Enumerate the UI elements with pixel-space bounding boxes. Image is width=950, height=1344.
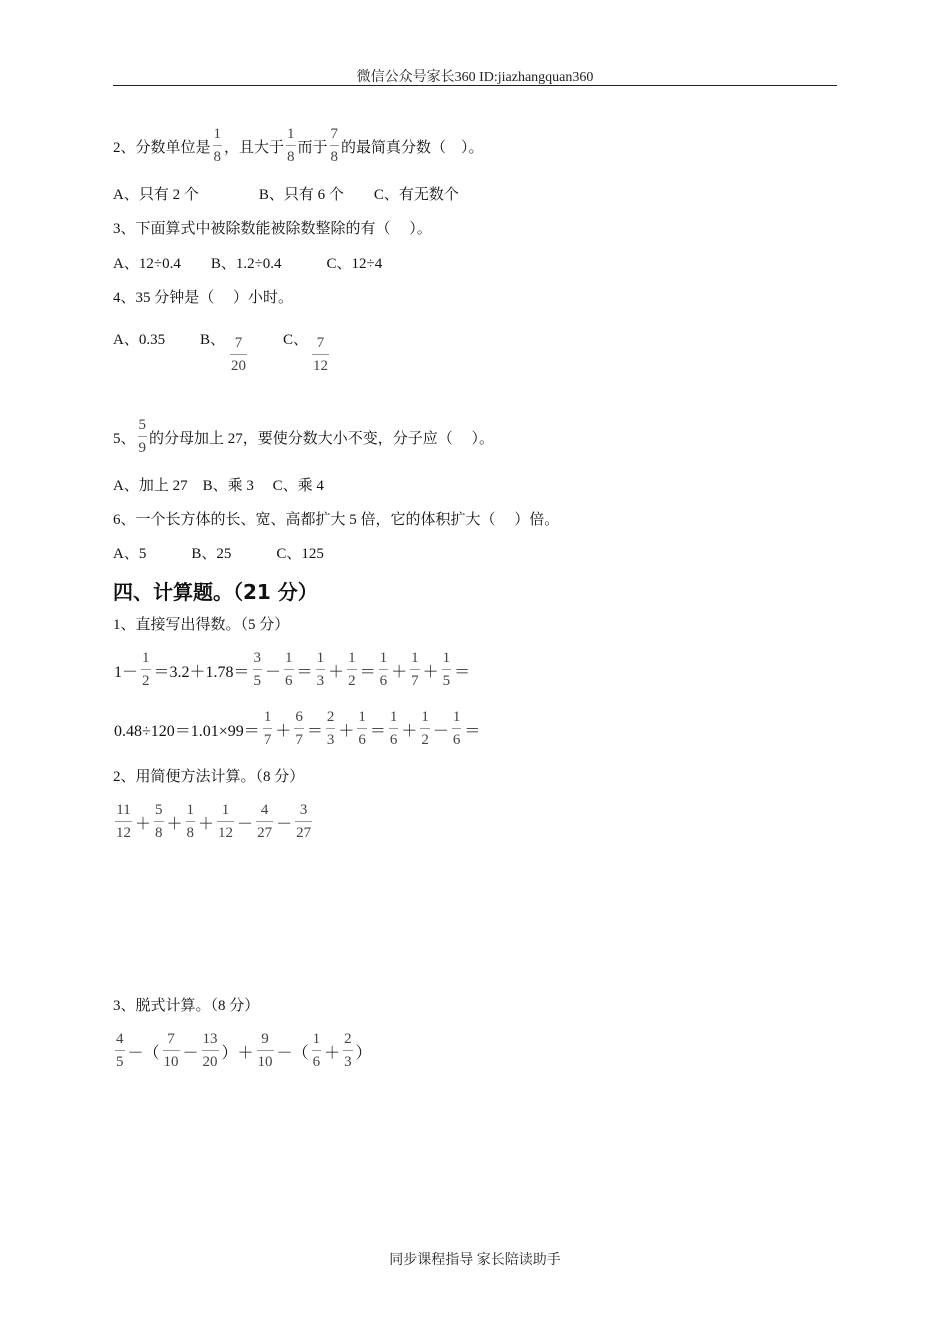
numerator: 1 [358,709,366,725]
numerator: 1 [452,709,461,725]
denominator: 6 [389,732,398,748]
denominator: 8 [213,149,222,165]
fraction [115,1032,125,1070]
q2-fraction-2 [286,127,296,165]
fraction [420,710,430,748]
operator: ＋ [324,1044,341,1062]
operator: ＋ [422,663,439,681]
numerator: 5 [155,802,163,818]
operator: ＝ [454,663,471,681]
numerator: 1 [442,650,451,666]
q2-prefix: 2、分数单位是 [113,139,211,156]
numerator: 6 [295,709,303,725]
q4-option-a: A、0.35 [113,332,166,348]
fraction [379,651,389,689]
numerator: 4 [116,1031,124,1047]
denominator: 3 [344,1054,352,1070]
q5-suffix: 的分母加上 27，要使分数大小不变，分子应（ ）。 [149,430,495,447]
numerator: 5 [138,417,147,433]
numerator: 1 [142,650,150,666]
fraction [163,1032,180,1070]
numerator: 1 [348,650,356,666]
numerator: 3 [299,802,308,818]
denominator: 27 [296,825,312,841]
calc1-row-2 [113,709,481,749]
operator: ＝ [296,663,313,681]
denominator: 2 [421,732,429,748]
denominator: 20 [202,1054,218,1070]
operator: ＝ [369,722,386,740]
fraction [186,803,196,841]
operator: ）＋ [221,1044,254,1062]
expression-text: 0.48÷120＝1.01×99＝ [114,722,260,740]
page-header: 微信公众号家长360 ID:jiazhangquan360 [356,70,594,85]
fraction [217,803,234,841]
q2-mid-1: ，且大于 [224,139,285,156]
q5-fraction [138,418,148,456]
denominator: 6 [285,673,293,689]
numerator: 7 [167,1031,175,1047]
q2-options: A、只有 2 个 B、只有 6 个 C、有无数个 [113,187,459,203]
q5-options: A、加上 27 B、乘 3 C、乘 4 [113,478,324,494]
calc2-expression [113,802,314,842]
fraction [295,803,312,841]
denominator: 5 [116,1054,124,1070]
denominator: 3 [326,732,335,748]
question-5 [113,417,494,457]
denominator: 2 [348,673,356,689]
operator: － [276,815,293,833]
calc2-title: 2、用简便方法计算。（8 分） [113,769,305,785]
denominator: 6 [452,732,461,748]
numerator: 1 [421,709,429,725]
q6-options: A、5 B、25 C、125 [113,546,324,562]
operator: ＝ [359,663,376,681]
numerator: 3 [253,650,262,666]
denominator: 2 [142,673,150,689]
fraction [154,803,164,841]
denominator: 6 [312,1054,321,1070]
q2-suffix: 的最简真分数（ ）。 [341,139,484,156]
q3-options: A、12÷0.4 B、1.2÷0.4 C、12÷4 [113,256,383,272]
denominator: 6 [358,732,366,748]
fraction [410,651,420,689]
denominator: 5 [442,673,451,689]
fraction [263,710,273,748]
q4-option-c-fraction [310,336,331,374]
expression-text: ＝3.2＋1.78＝ [153,663,250,681]
numerator: 1 [379,650,388,666]
page-footer: 同步课程指导 家长陪读助手 [389,1253,561,1268]
numerator: 2 [344,1031,352,1047]
denominator: 8 [155,825,163,841]
numerator: 1 [186,802,195,818]
operator: －（ [276,1044,309,1062]
operator: ＋ [166,815,183,833]
fraction [256,803,273,841]
header-rule [113,85,837,86]
denominator: 10 [163,1054,179,1070]
q5-prefix: 5、 [113,430,136,447]
calc3-expression [113,1031,373,1071]
numerator: 13 [202,1031,218,1047]
fraction [316,651,326,689]
operator: ＋ [391,663,408,681]
fraction [294,710,304,748]
question-2 [113,126,484,166]
q4-stem: 4、35 分钟是（ ）小时。 [113,290,294,306]
fraction [284,651,294,689]
denominator: 20 [231,358,246,374]
denominator: 8 [186,825,195,841]
expression-text: 1－ [114,663,139,681]
numerator: 1 [285,650,293,666]
q4-option-b: B、 [200,332,226,348]
denominator: 10 [257,1054,273,1070]
operator: ＋ [135,815,152,833]
fraction [389,710,399,748]
operator: ＝ [306,722,323,740]
operator: ＋ [198,815,215,833]
denominator: 8 [330,149,339,165]
numerator: 9 [261,1031,269,1047]
calc1-row-1 [113,650,471,690]
denominator: 7 [295,732,303,748]
operator: ） [355,1044,372,1062]
fraction [357,710,367,748]
operator: ＝ [464,722,481,740]
q6-stem: 6、一个长方体的长、宽、高都扩大 5 倍，它的体积扩大（ ）倍。 [113,512,560,528]
fraction [115,803,132,841]
denominator: 27 [257,825,273,841]
numerator: 1 [316,650,325,666]
fraction [141,651,151,689]
q2-fraction-3 [330,127,340,165]
numerator: 7 [330,126,339,142]
section-title: 四、计算题。（21 分） [113,580,318,604]
denominator: 12 [218,825,234,841]
fraction [202,1032,219,1070]
fraction [257,1032,274,1070]
fraction [452,710,462,748]
denominator: 12 [313,358,328,374]
numerator: 1 [221,802,230,818]
numerator: 7 [316,335,325,351]
operator: － [182,1044,199,1062]
numerator: 4 [260,802,269,818]
operator: － [237,815,254,833]
calc3-title: 3、脱式计算。（8 分） [113,998,260,1014]
fraction [347,651,357,689]
denominator: 8 [287,149,295,165]
denominator: 7 [263,732,272,748]
numerator: 1 [263,709,272,725]
denominator: 3 [316,673,325,689]
numerator: 1 [411,650,419,666]
operator: － [432,722,449,740]
q2-fraction-1 [213,127,223,165]
denominator: 9 [138,440,147,456]
q4-option-b-fraction [228,336,249,374]
operator: － [265,663,282,681]
fraction [326,710,336,748]
numerator: 2 [326,709,335,725]
denominator: 12 [116,825,131,841]
fraction [442,651,452,689]
q3-stem: 3、下面算式中被除数能被除数整除的有（ ）。 [113,221,432,237]
operator: －（ [127,1044,160,1062]
operator: ＋ [401,722,418,740]
denominator: 7 [411,673,419,689]
q4-option-c: C、 [283,332,309,348]
numerator: 1 [213,126,222,142]
numerator: 1 [287,126,295,142]
fraction [253,651,263,689]
denominator: 5 [253,673,262,689]
operator: ＋ [328,663,345,681]
denominator: 6 [379,673,388,689]
q2-mid-2: 而于 [297,139,328,156]
numerator: 11 [116,802,131,818]
numerator: 1 [312,1031,321,1047]
fraction [312,1032,322,1070]
numerator: 7 [234,335,243,351]
numerator: 1 [389,709,398,725]
calc1-title: 1、直接写出得数。（5 分） [113,617,290,633]
operator: ＋ [275,722,292,740]
fraction [343,1032,353,1070]
operator: ＋ [338,722,355,740]
